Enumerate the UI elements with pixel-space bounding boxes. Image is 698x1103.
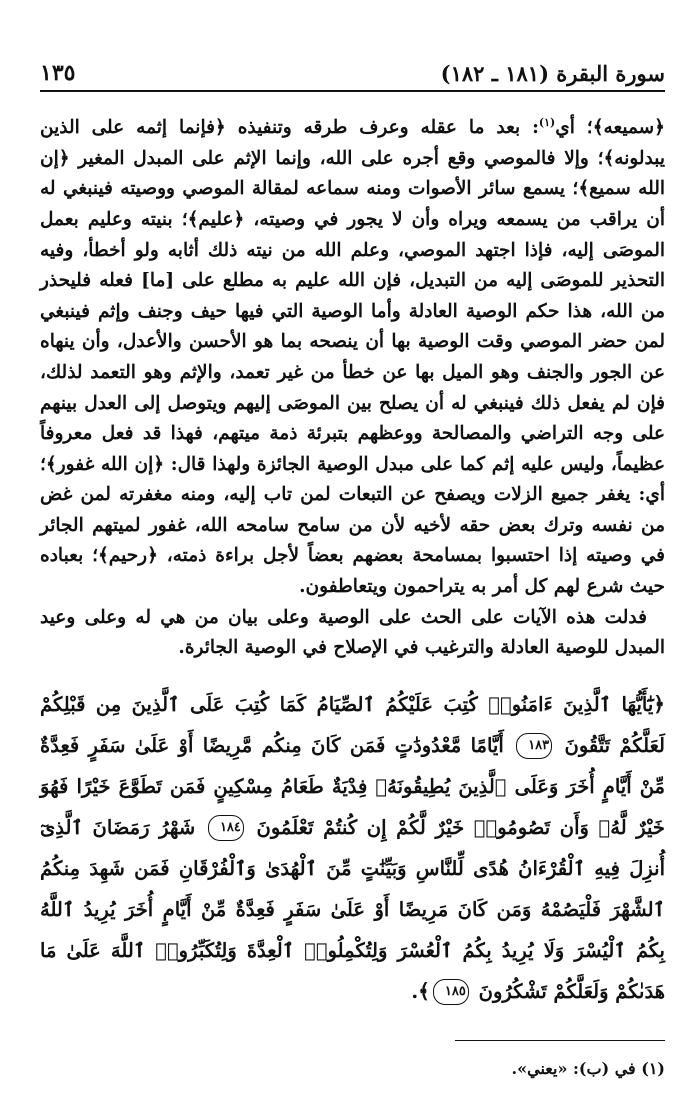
- footnote: (١) في (ب): «يعني».: [511, 1058, 665, 1078]
- commentary-paragraph-2: فدلت هذه الآيات على الحث على الوصية وعلى بيان من هي له وعلى وعيد المبدل للوصية العادلة والترغيب في الإصلاح في الوصية الجائرة.: [40, 606, 665, 659]
- verse-185-text: شَهْرُ رَمَضَانَ ٱلَّذِىٓ أُنزِلَ فِيهِ ٱلْقُرْءَانُ هُدًى لِّلنَّاسِ وَبَيِّنَٰتٍ مِّنَ ٱلْهُدَىٰ وَٱلْفُرْقَانِ فَمَن شَهِدَ مِنكُمُ ٱلشَّهْرَ فَلْيَصُمْهُ وَمَن كَانَ مَرِيضًا أَوْ عَلَىٰ سَفَرٍ فَعِدَّةٌ مِّنْ أَيَّامٍ أُخَرَ يُرِيدُ ٱللَّهُ بِكُمُ ٱلْيُسْرَ وَلَا يُرِيدُ بِكُمُ ٱلْعُسْرَ وَلِتُكْمِلُوا۟ ٱلْعِدَّةَ وَلِتُكَبِّرُوا۟ ٱللَّهَ عَلَىٰ مَا هَدَىٰكُمْ وَلَعَلَّكُمْ تَشْكُرُونَ: [40, 815, 665, 1003]
- commentary-p1-rest: : بعد ما عقله وعرف طرقه وتنفيذه ﴿فإنما إثمه على الذين يبدلونه﴾؛ وإلا فالموصي وقع أجره على الله، وإنما الإثم على المبدل المغير ﴿إن الله سميع﴾؛ يسمع سائر الأصوات ومنه سماعه لمقالة الموصي ووصيته فينبغي له أن يراقب من يسمعه ويراه وأن لا يجور في وصيته، ﴿عليم﴾؛ بنيته وعليم بعمل الموصَى إليه، فإذا اجتهد الموصي، وعلم الله من نيته ذلك أثابه ولو أخطأ، وفيه التحذير للموصَى إليه من التبديل، فإن الله عليم به مطلع على [ما] فعله فليحذر من الله، هذا حكم الوصية العادلة وأما الوصية التي فيها حيف وجنف وإثم فينبغي لمن حضر الموصي وقت الوصية بها أن ينصحه بما هو الأحسن والأعدل، وأن ينهاه عن الجور والجنف وهو الميل بها عن خطأ من غير تعمد، والإثم وهو التعمد لذلك، فإن لم يفعل ذلك فينبغي له أن يصلح بين الموصَى إليهم ويتوصل إلى العدل بينهم على وجه التراضي والمصالحة ووعظهم بتبرئة ذمة ميتهم، فهذا قد فعل معروفاً عظيماً، وليس عليه إثم كما على مبدل الوصية الجائزة ولهذا قال: ﴿إن الله غفور﴾؛ أي: يغفر جميع الزلات ويصفح عن التبعات لمن تاب إليه، ومنه مغفرته لمن غض من نفسه وترك بعض حقه لأخيه لأن من سامح سامحه الله، غفور لميتهم الجائر في وصيته إذا احتسبوا بمسامحة بعضهم بعضاً لأجل براءة ذمته، ﴿رحيم﴾؛ بعباده حيث شرع لهم كل أمر به يتراحمون ويتعاطفون.: [40, 117, 665, 598]
- commentary-paragraph-1: [40, 108, 665, 603]
- verse-number-184: ١٨٤: [208, 815, 244, 841]
- book-page: [40, 52, 665, 1078]
- verse-183-text: يَٰٓأَيُّهَا ٱلَّذِينَ ءَامَنُوا۟ كُتِبَ عَلَيْكُمُ ٱلصِّيَامُ كَمَا كُتِبَ عَلَى ٱلَّذِينَ مِن قَبْلِكُمْ لَعَلَّكُمْ تَتَّقُونَ: [40, 692, 665, 757]
- open-ornate-bracket: ﴿: [653, 691, 665, 716]
- close-ornate-bracket: ﴾.: [411, 978, 430, 1003]
- verse-number-185: ١٨٥: [433, 979, 469, 1005]
- commentary-p1-start: ﴿سميعه﴾؛ أي: [555, 117, 665, 139]
- verse-184-text: أَيَّامًا مَّعْدُودَٰتٍ فَمَن كَانَ مِنكُم مَّرِيضًا أَوْ عَلَىٰ سَفَرٍ فَعِدَّةٌ مِّنْ أَيَّامٍ أُخَرَ وَعَلَى ٱلَّذِينَ يُطِيقُونَهُۥ فِدْيَةٌ طَعَامُ مِسْكِينٍ فَمَن تَطَوَّعَ خَيْرًا فَهُوَ خَيْرٌ لَّهُۥ وَأَن تَصُومُوا۟ خَيْرٌ لَّكُمْ إِن كُنتُمْ تَعْلَمُونَ: [40, 733, 665, 839]
- page-number: ١٣٥: [40, 60, 76, 86]
- page-header: [40, 52, 665, 92]
- quran-verses: [40, 684, 665, 1012]
- surah-title: سورة البقرة (١٨١ ـ ١٨٢): [440, 61, 665, 86]
- footnote-divider: [455, 1040, 665, 1041]
- verse-number-183: ١٨٣: [516, 733, 552, 759]
- footnote-reference: (١): [538, 116, 556, 129]
- commentary-text: [40, 108, 665, 664]
